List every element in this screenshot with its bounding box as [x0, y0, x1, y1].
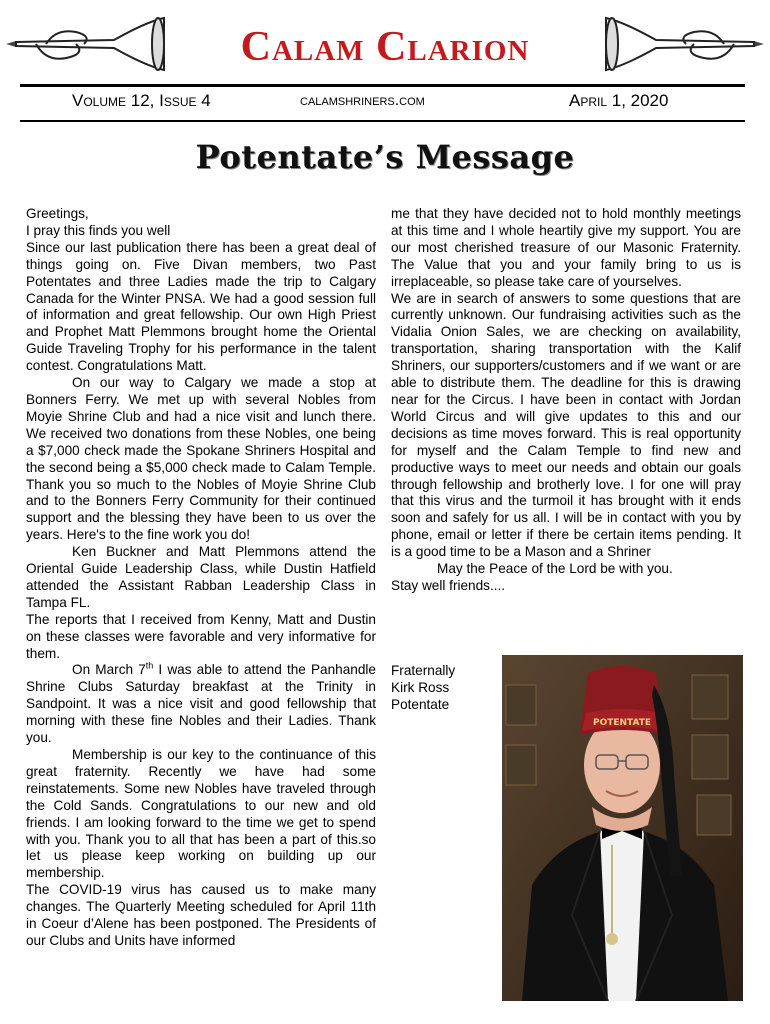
article-headline: Potentate’s Message [195, 138, 575, 176]
signoff-title: Potentate [391, 696, 450, 712]
ordinal-suffix: th [145, 660, 154, 671]
paragraph: Greetings, [26, 206, 89, 221]
paragraph: me that they have decided not to hold monthly meetings at this time and I whole heartily give my support. You are our most cherished treasure of our Masonic Fraternity. The Value that you and your family bring to us is irreplaceable, so please take care of yourselves. [391, 206, 741, 289]
newsletter-title: Calam Clarion [240, 24, 530, 70]
masthead-rule-bottom [20, 120, 745, 122]
paragraph: Since our last publication there has been a great deal of things going on. Five Divan members, two Past Potentates and three Ladies made the trip to Calgary Canada for the Winter PNSA. We had a good session full of information and great fellowship. Our own High Priest and Prophet Matt Plemmons brought home the Oriental Guide Traveling Trophy for his performance in the talent contest. Congratulations Matt. [26, 239, 376, 374]
potentate-portrait [502, 655, 743, 1001]
text-span: I was able to attend the Panhandle Shrine Clubs Saturday breakfast at the Trinity in Sandpoint. It was a nice visit and good fellowship that morning with these fine Nobles and their Ladies. Thank you. [26, 662, 376, 746]
website-link[interactable]: calamshriners.com [300, 92, 425, 109]
issue-date: April 1, 2020 [569, 91, 669, 110]
paragraph: We are in search of answers to some questions that are currently unknown. Our fundraising activities such as the Vidalia Onion Sales, we are checking on availability, transportation, sharing transportation with the Kalif Shriners, our supporters/customers and if we want or are able to distribute them. The deadline for this is drawing near for the Circus. I have been in contact with Jordan World Circus and will give updates to this and our decisions as time moves forward. This is real opportunity for myself and the Calam Temple to find new and productive ways to meet our needs and obtain our goals through fellowship and brotherly love. I for one will pray that this virus and the turmoil it has brought with it ends soon and safely for us all. I will be in contact with you by phone, email or letter if there be certain items pending. It is a good time to be a Mason and a Shriner [391, 290, 741, 560]
bugle-icon [604, 14, 764, 74]
paragraph: Stay well friends.... [391, 577, 506, 593]
fez-inscription: POTENTATE [592, 718, 652, 728]
masthead [0, 0, 770, 125]
paragraph: Ken Buckner and Matt Plemmons attend the Oriental Guide Leadership Class, while Dustin Hatfield attended the Assistant Rabban Leadership Class in Tampa FL. [26, 544, 376, 610]
paragraph: May the Peace of the Lord be with you. [437, 561, 673, 577]
bugle-icon [6, 14, 166, 74]
paragraph: The reports that I received from Kenny, Matt and Dustin on these classes were favorable and very informative for them. [26, 611, 376, 661]
issue-volume: Volume 12, Issue 4 [72, 91, 211, 110]
text-span: On March 7 [72, 662, 146, 678]
paragraph [26, 662, 376, 747]
article-column-right [391, 206, 741, 595]
paragraph: I pray this finds you well [26, 222, 171, 238]
paragraph: Membership is our key to the continuance of this great fraternity. Recently we have had some reinstatements. Some new Nobles have traveled through the Cold Sands. Congratulations to our new and old friends. I am looking forward to the time we get to spend with you. Thank you to all that has been a part of this.so let us please keep working on building up our membership. [26, 747, 376, 881]
signature-block [391, 663, 455, 714]
paragraph: The COVID-19 virus has caused us to make many changes. The Quarterly Meeting scheduled for April 11th in Coeur d’Alene has been postponed. The Presidents of our Clubs and Units have informed [26, 882, 376, 948]
signoff-closing: Fraternally [391, 663, 456, 678]
masthead-rule-top [20, 84, 745, 87]
portrait-illustration [502, 655, 743, 1001]
article-column-left [26, 206, 376, 950]
signoff-name: Kirk Ross [391, 679, 450, 695]
paragraph: On our way to Calgary we made a stop at Bonners Ferry. We met up with several Nobles from Moyie Shrine Club and had a nice visit and lunch there. We received two donations from these Nobles, one being a $7,000 check made the Spokane Shriners Hospital and the second being a $5,000 check made to Calam Temple. Thank you so much to the Nobles of Moyie Shrine Club and to the Bonners Ferry Community for their continued support and the blessing they have been to us over the years. Here's to the fine work you do! [26, 375, 376, 543]
